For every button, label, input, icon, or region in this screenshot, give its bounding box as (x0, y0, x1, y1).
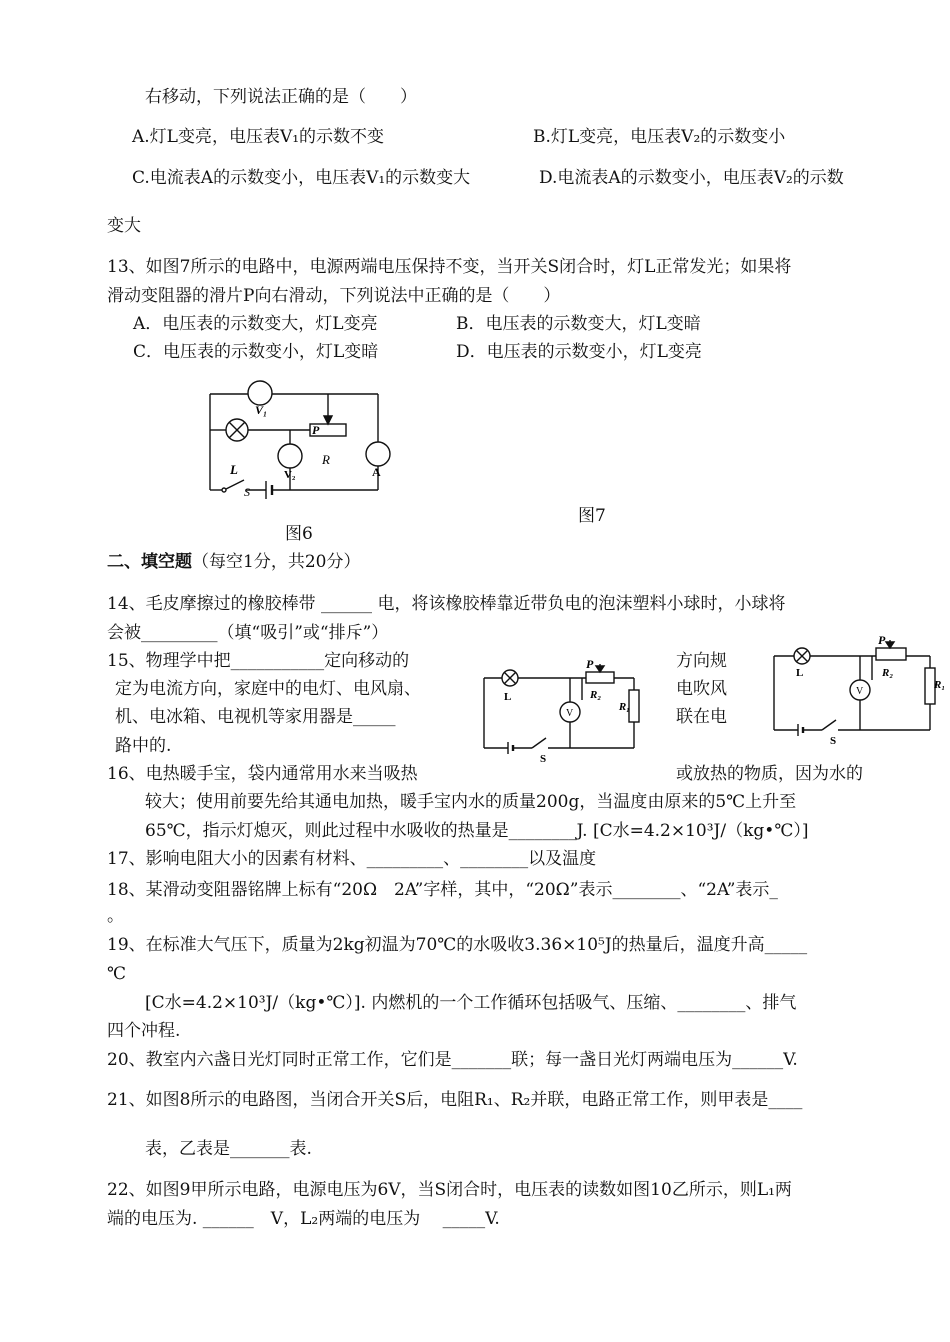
v1-label: V₁ (255, 403, 268, 417)
figure-7-caption: 图7 (578, 506, 606, 526)
q16-line-2: 较大；使用前要先给其通电加热，暖手宝内水的质量200g，当温度由原来的5℃上升至 (145, 792, 797, 812)
fig9-s-label: S (830, 735, 837, 746)
q19-line-1: 19、在标准大气压下，质量为2kg初温为70℃的水吸收3.36×10⁵J的热量后，温度升高_____ (107, 935, 808, 955)
q15-line-2-right: 电吹风 (676, 679, 727, 699)
fig9-p-label: P (878, 634, 886, 647)
q15-line-3-right: 联在电 (676, 707, 727, 727)
q12-stem-tail: 右移动，下列说法正确的是（ ） (145, 87, 417, 107)
q17: 17、影响电阻大小的因素有材料、_________、________以及温度 (107, 849, 597, 869)
fig8-l-label: L (504, 691, 512, 703)
q13-option-d: D．电压表的示数变小，灯L变亮 (456, 342, 702, 362)
q16-line-3: 65℃，指示灯熄灭，则此过程中水吸收的热量是________J. [C水=4.2×10³J/（kg•℃）] (145, 821, 809, 841)
fig9-r2-label: R₂ (882, 667, 894, 679)
q14-line-2: 会被_________（填“吸引”或“排斥”） (107, 623, 389, 643)
q19-line-2: ℃ (107, 964, 127, 984)
q19-line-3: [C水=4.2×10³J/（kg•℃）]. 内燃机的一个工作循环包括吸气、压缩、________、排气 (145, 993, 797, 1013)
v2-label: V₂ (284, 469, 296, 481)
fig9-v-label: V (856, 686, 864, 697)
q13-option-a: A．电压表的示数变大，灯L变亮 (133, 314, 378, 334)
fig9-l-label: L (796, 667, 804, 679)
q18-line-2: 。 (107, 906, 124, 926)
section-2-heading (107, 551, 360, 573)
fig8-r2-label: R₂ (590, 689, 602, 701)
section-2-note: （每空1分，共20分） (192, 552, 361, 572)
q12-option-a: A.灯L变亮，电压表V₁的示数不变 (132, 127, 385, 147)
q15-line-3: 机、电冰箱、电视机等家用器是_____ (115, 707, 396, 727)
fig9-r1-label: R₁ (934, 679, 946, 691)
r-label: R (322, 452, 330, 467)
q21-line-1: 21、如图8所示的电路图，当闭合开关S后，电阻R₁、R₂并联，电路正常工作，则甲表是____ (107, 1090, 803, 1110)
q13-option-b: B．电压表的示数变大，灯L变暗 (456, 314, 701, 334)
figure-6-caption: 图6 (285, 524, 313, 544)
q13-option-c: C．电压表的示数变小，灯L变暗 (133, 342, 379, 362)
q13-stem-2: 滑动变阻器的滑片P向右滑动，下列说法中正确的是（ ） (107, 286, 561, 306)
a-label: A (372, 465, 381, 479)
q15-line-4: 路中的. (115, 736, 172, 756)
q18-line-1: 18、某滑动变阻器铭牌上标有“20Ω 2A”字样，其中，“20Ω”表示________、“2A”表示_ (107, 880, 778, 900)
circuit-figure-8 (474, 652, 644, 762)
q20: 20、教室内六盏日光灯同时正常工作，它们是_______联；每一盏日光灯两端电压为______V. (107, 1050, 798, 1070)
q21-line-2: 表，乙表是_______表. (145, 1139, 312, 1159)
fig8-v-label: V (566, 708, 574, 719)
p-label: P (312, 423, 320, 437)
s-label: S (244, 485, 250, 499)
q16-line-1-right: 或放热的物质，因为水的 (676, 764, 863, 784)
fig8-p-label: P (586, 657, 594, 671)
q15-line-1-right: 方向规 (676, 651, 727, 671)
q16-line-1: 16、电热暖手宝，袋内通常用水来当吸热 (107, 764, 418, 784)
section-2-title: 二、填空题 (107, 552, 192, 572)
q22-line-2: 端的电压为. ______ V，L₂两端的电压为 _____V. (107, 1209, 500, 1229)
fig8-s-label: S (540, 753, 547, 762)
q12-option-b: B.灯L变亮，电压表V₂的示数变小 (533, 127, 786, 147)
q15-line-2: 定为电流方向，家庭中的电灯、电风扇、 (115, 679, 421, 699)
q15-line-1: 15、物理学中把___________定向移动的 (107, 651, 410, 671)
l-label: L (230, 462, 238, 477)
q12-option-c: C.电流表A的示数变小，电压表V₁的示数变大 (132, 168, 471, 188)
q22-line-1: 22、如图9甲所示电路，电源电压为6V，当S闭合时，电压表的读数如图10乙所示，则L₁两 (107, 1180, 792, 1200)
q19-line-4: 四个冲程. (107, 1021, 181, 1041)
fig8-r1-label: R₁ (618, 701, 630, 713)
circuit-figure-6 (200, 378, 400, 503)
q12-option-d-tail: 变大 (107, 216, 141, 236)
q12-option-d: D.电流表A的示数变小，电压表V₂的示数 (539, 168, 844, 188)
q14-line-1: 14、毛皮摩擦过的橡胶棒带 ______ 电，将该橡胶棒靠近带负电的泡沫塑料小球时，小球将 (107, 594, 786, 614)
q13-stem-1: 13、如图7所示的电路中，电源两端电压保持不变，当开关S闭合时，灯L正常发光；如果将 (107, 257, 792, 277)
circuit-figure-9 (768, 634, 948, 746)
